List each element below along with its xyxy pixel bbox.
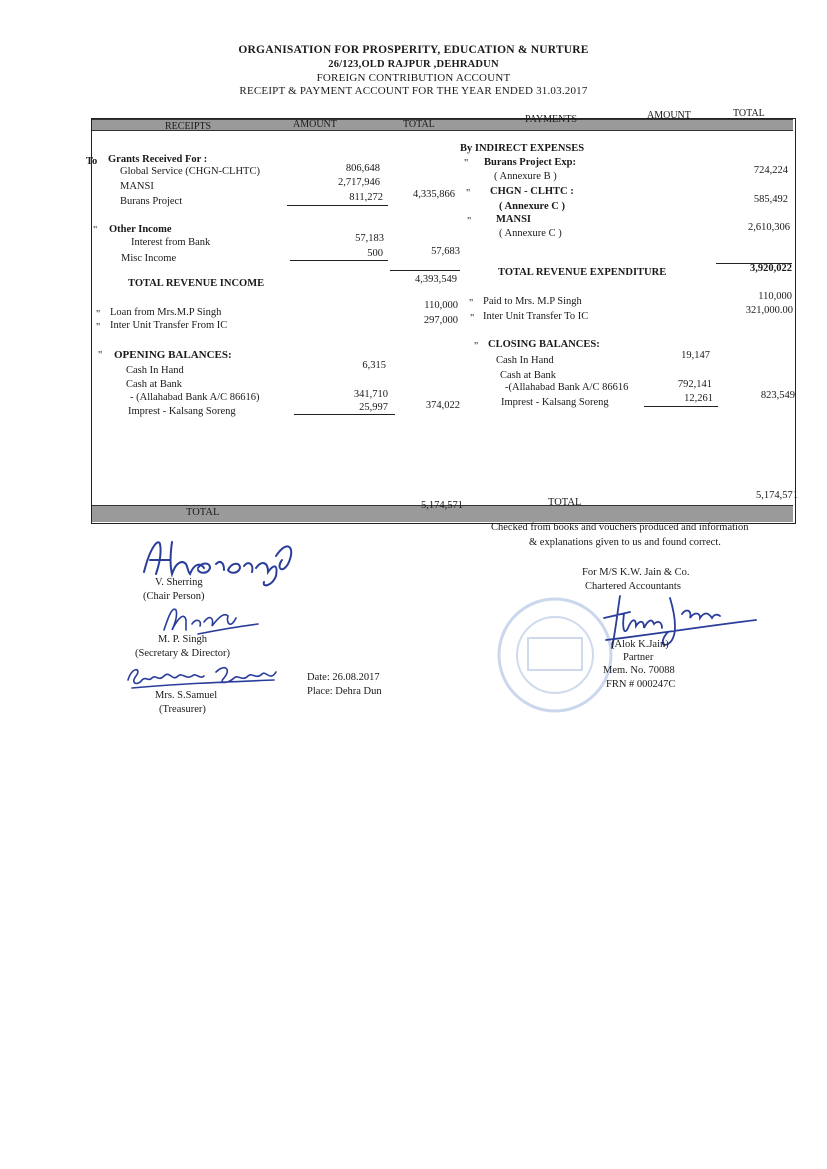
other-mark: " (93, 225, 98, 236)
col-total: TOTAL (403, 119, 435, 130)
secretary-signature (158, 600, 264, 636)
date-line: Date: 26.08.2017 (307, 672, 380, 683)
auditor-note-1: Checked from books and vouchers produced and information (491, 522, 749, 533)
treasurer-signature (124, 660, 286, 692)
other-income-amount: 500 (367, 248, 383, 259)
mansi-label: MANSI (496, 214, 532, 225)
paid-total: 110,000 (758, 291, 792, 302)
transfer-to-label: Inter Unit Transfer To IC (483, 311, 589, 322)
opening-total: 374,022 (425, 400, 460, 411)
burans-label: Burans Project Exp: (484, 157, 576, 168)
other-income-amount: 57,183 (355, 233, 384, 244)
underline (287, 205, 388, 206)
closing-bank-amount: 792,141 (677, 379, 712, 390)
col-amount: AMOUNT (293, 119, 337, 130)
revenue-expenditure-label: TOTAL REVENUE EXPENDITURE (498, 267, 667, 278)
ditto-mark: " (466, 188, 471, 199)
payments-total-label: TOTAL (548, 497, 582, 508)
revenue-income-label: TOTAL REVENUE INCOME (128, 278, 265, 289)
other-income-label: Interest from Bank (131, 237, 211, 248)
transfer-to-total: 321,000.00 (745, 305, 793, 316)
chgn-label: CHGN - CLHTC : (490, 186, 574, 197)
grants-heading: Grants Received For : (108, 154, 208, 165)
signatory-role: (Secretary & Director) (135, 648, 231, 659)
opening-cash-bank-label: Cash at Bank (126, 379, 182, 390)
revenue-expenditure-total: 3,920,022 (750, 263, 792, 274)
grant-amount: 2,717,946 (338, 177, 380, 188)
underline (290, 260, 388, 261)
closing-total: 823,549 (760, 390, 795, 401)
col-receipts: RECEIPTS (165, 121, 212, 132)
other-income-label: Misc Income (121, 253, 177, 264)
org-name: ORGANISATION FOR PROSPERITY, EDUCATION & NURTURE (238, 44, 589, 56)
opening-bank-amount: 341,710 (353, 389, 388, 400)
loan-mark: " (96, 309, 101, 320)
loan-label: Loan from Mrs.M.P Singh (110, 307, 222, 318)
signatory-role: (Treasurer) (159, 704, 206, 715)
grant-label: MANSI (120, 181, 154, 192)
chgn-total: 585,492 (753, 194, 788, 205)
col-amount-2: AMOUNT (647, 110, 691, 121)
auditor-name: (Alok K.Jain) (611, 639, 669, 650)
closing-cash-hand-label: Cash In Hand (496, 355, 554, 366)
payments-grand-total: 5,174,571 (756, 490, 798, 501)
other-income-heading: Other Income (109, 224, 172, 235)
auditor-firm-type: Chartered Accountants (585, 581, 681, 592)
place-line: Place: Dehra Dun (307, 686, 382, 697)
auditor-note-2: & explanations given to us and found correct. (529, 537, 721, 548)
closing-balances-heading: CLOSING BALANCES: (488, 339, 600, 350)
paid-label: Paid to Mrs. M.P Singh (483, 296, 582, 307)
closing-imprest-label: Imprest - Kalsang Soreng (501, 397, 609, 408)
opening-cash-hand-label: Cash In Hand (126, 365, 184, 376)
underline (644, 406, 718, 407)
transfer-mark: " (96, 322, 101, 333)
loan-total: 110,000 (424, 300, 458, 311)
signatory-name: M. P. Singh (158, 634, 208, 645)
ditto-mark: " (464, 158, 469, 169)
closing-cash-hand-amount: 19,147 (681, 350, 710, 361)
closing-imprest-amount: 12,261 (684, 393, 713, 404)
auditor-frn: FRN # 000247C (606, 679, 676, 690)
grant-amount: 806,648 (345, 163, 380, 174)
burans-total: 724,224 (753, 165, 788, 176)
ditto-mark: " (470, 313, 475, 324)
statement-title: RECEIPT & PAYMENT ACCOUNT FOR THE YEAR ENDED 31.03.2017 (239, 85, 588, 97)
receipts-grand-total: 5,174,571 (421, 500, 463, 511)
grant-label: Burans Project (120, 196, 183, 207)
mansi-annex: ( Annexure C ) (499, 228, 562, 239)
closing-cash-bank-label: Cash at Bank (500, 370, 556, 381)
auditor-role: Partner (623, 652, 654, 663)
col-payments: PAYMENTS (525, 114, 578, 125)
underline (294, 414, 395, 415)
transfer-from-label: Inter Unit Transfer From IC (110, 320, 228, 331)
opening-bank-label: - (Allahabad Bank A/C 86616) (130, 392, 260, 403)
by-indirect-expenses: By INDIRECT EXPENSES (460, 143, 585, 154)
mansi-total: 2,610,306 (748, 222, 790, 233)
signatory-name: V. Sherring (155, 577, 203, 588)
other-income-total: 57,683 (431, 246, 460, 257)
to-label: To (86, 156, 98, 167)
transfer-from-total: 297,000 (423, 315, 458, 326)
ditto-mark: " (474, 341, 479, 352)
grants-total: 4,335,866 (413, 189, 455, 200)
grant-label: Global Service (CHGN-CLHTC) (120, 166, 260, 177)
grant-amount: 811,272 (349, 192, 383, 203)
opening-imprest-amount: 25,997 (359, 402, 388, 413)
chgn-annex: ( Annexure C ) (499, 201, 566, 212)
account-title: FOREIGN CONTRIBUTION ACCOUNT (316, 72, 511, 84)
col-total-2: TOTAL (733, 108, 765, 119)
opening-balances-heading: OPENING BALANCES: (114, 349, 232, 361)
ditto-mark: " (467, 216, 472, 227)
opening-mark: " (98, 350, 103, 361)
revenue-income-total: 4,393,549 (415, 274, 457, 285)
auditor-membership: Mem. No. 70088 (603, 665, 675, 676)
org-address: 26/123,OLD RAJPUR ,DEHRADUN (328, 59, 499, 70)
opening-imprest-label: Imprest - Kalsang Soreng (128, 406, 236, 417)
underline (390, 270, 460, 271)
signatory-role: (Chair Person) (143, 591, 205, 602)
signatory-name: Mrs. S.Samuel (155, 690, 218, 701)
burans-annex: ( Annexure B ) (494, 171, 557, 182)
closing-bank-label: -(Allahabad Bank A/C 86616 (505, 382, 629, 393)
opening-cash-hand-amount: 6,315 (362, 360, 386, 371)
receipts-total-label: TOTAL (186, 507, 220, 518)
ditto-mark: " (469, 298, 474, 309)
auditor-firm: For M/S K.W. Jain & Co. (582, 567, 690, 578)
